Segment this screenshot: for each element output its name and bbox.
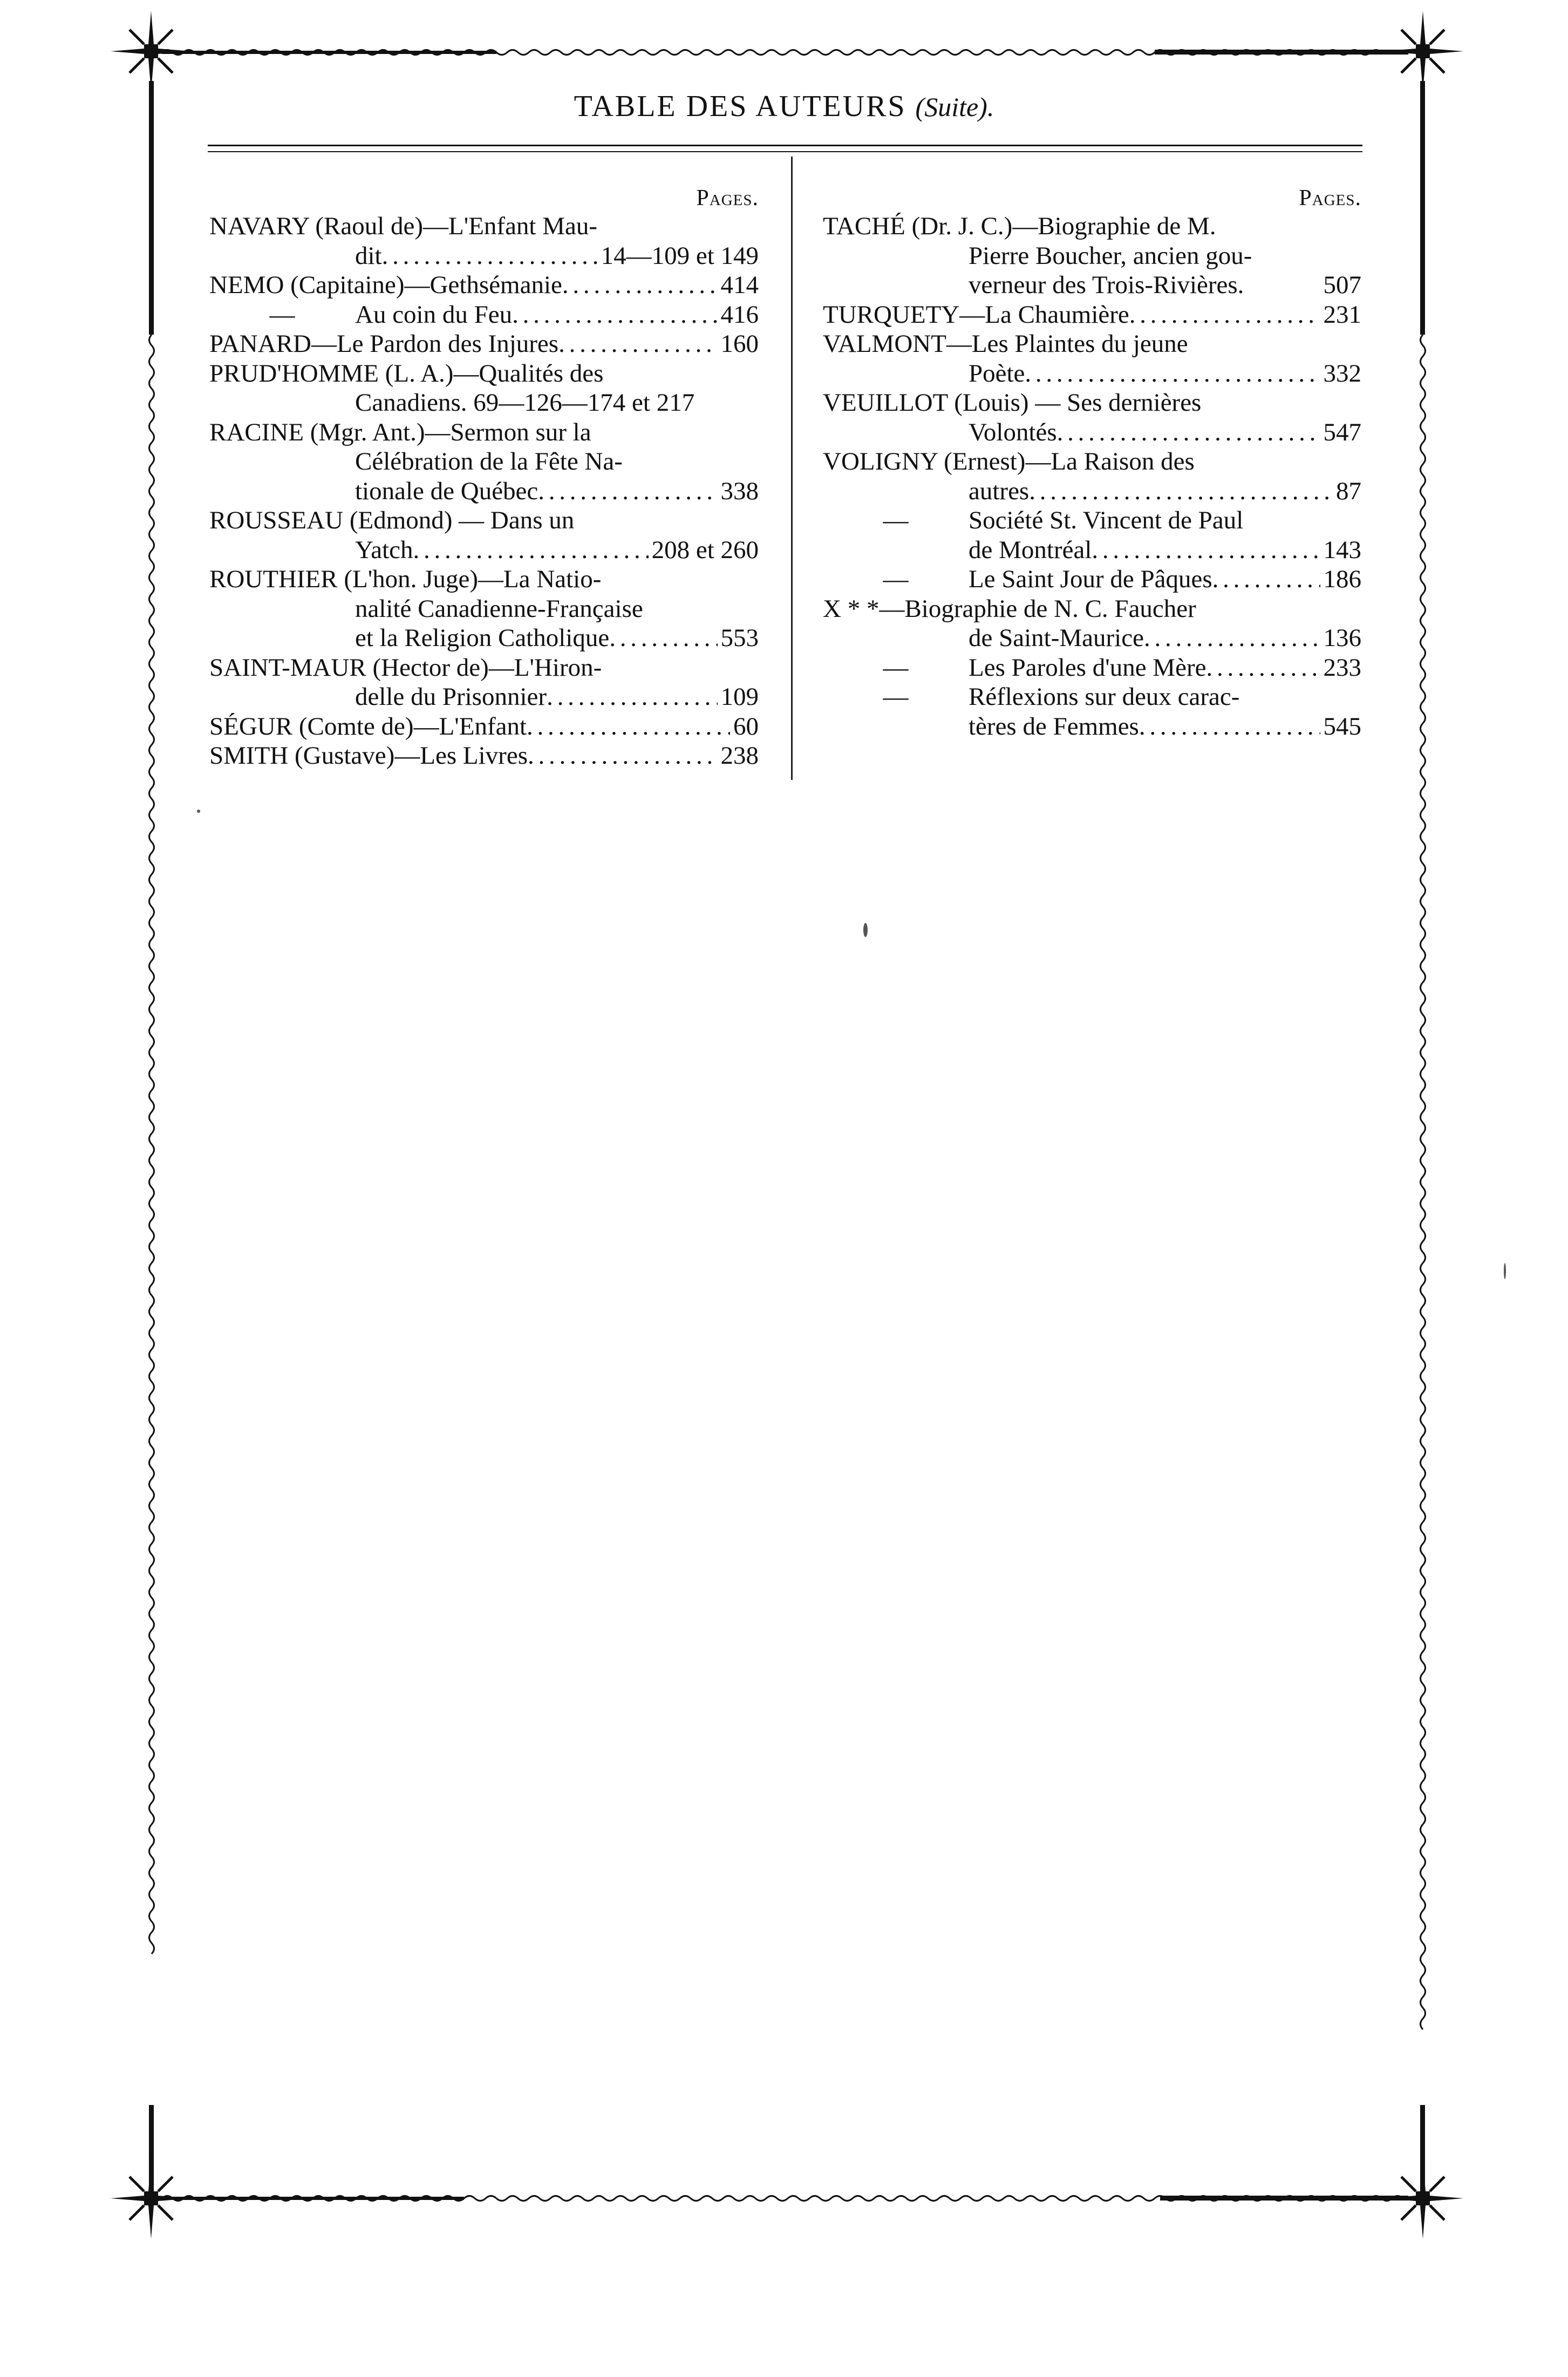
page-number: 136 xyxy=(1323,624,1361,652)
dot-leader xyxy=(1144,623,1320,653)
page-number: 507 xyxy=(1323,271,1361,299)
right-entries xyxy=(823,212,1361,741)
author-entry-line xyxy=(823,300,1361,330)
dot-leader xyxy=(413,535,649,565)
entry-continuation-line xyxy=(209,594,759,624)
entry-text: Célébration de la Fête Na- xyxy=(355,447,623,476)
entry-continuation-line xyxy=(209,535,759,565)
entry-text: ROUTHIER (L'hon. Juge)—La Natio- xyxy=(209,565,602,593)
ditto-dash: — xyxy=(883,565,909,593)
author-entry-line xyxy=(209,741,759,771)
dot-leader xyxy=(1025,359,1320,389)
ditto-dash: — xyxy=(883,683,909,711)
author-entry-line xyxy=(823,506,1361,535)
page-number: 553 xyxy=(720,624,759,652)
entry-text: de Saint-Maurice xyxy=(969,624,1144,652)
entry-text: Les Paroles d'une Mère xyxy=(969,653,1206,682)
entry-text: TURQUETY—La Chaumière xyxy=(823,300,1129,329)
dot-leader xyxy=(562,270,718,300)
entry-text: delle du Prisonnier xyxy=(355,683,547,711)
dot-leader xyxy=(528,741,718,771)
dot-leader xyxy=(558,329,717,359)
entry-text: PRUD'HOMME (L. A.)—Qualités des xyxy=(209,359,604,388)
page-number: 60 xyxy=(733,712,759,741)
entry-text: tionale de Québec xyxy=(355,477,538,505)
page-number: 186 xyxy=(1323,565,1361,593)
page-number: 14—109 et 149 xyxy=(601,241,759,270)
left-border-wave xyxy=(147,335,156,2116)
top-border-bar-right xyxy=(1155,50,1408,55)
entry-text: Poète xyxy=(969,359,1025,388)
page-title xyxy=(0,89,1568,124)
entry-continuation-line xyxy=(209,388,759,418)
author-index-right-column xyxy=(823,184,1361,741)
page-number: 160 xyxy=(720,330,759,358)
entry-text: VALMONT—Les Plaintes du jeune xyxy=(823,330,1188,358)
page-number: 338 xyxy=(720,477,759,505)
entry-text: tères de Femmes xyxy=(969,712,1139,741)
author-entry-line xyxy=(209,565,759,594)
entry-continuation-line xyxy=(823,359,1361,389)
corner-ornament-bottom-left xyxy=(111,2158,192,2239)
dot-leader xyxy=(382,241,598,271)
dot-leader xyxy=(1206,653,1320,683)
entry-text: Canadiens. 69—126—174 et 217 xyxy=(355,389,695,417)
entry-text: TACHÉ (Dr. J. C.)—Biographie de M. xyxy=(823,212,1216,240)
page-title-suite: (Suite). xyxy=(915,92,994,122)
author-entry-line xyxy=(823,388,1361,418)
page-number: 414 xyxy=(720,271,759,299)
author-entry-line xyxy=(823,682,1361,712)
author-entry-line xyxy=(209,212,759,241)
right-border-wave xyxy=(1418,335,1428,2116)
paper-speck xyxy=(197,810,200,813)
entry-text: de Montréal xyxy=(969,535,1092,564)
entry-continuation-line xyxy=(209,447,759,477)
author-entry-line xyxy=(209,712,759,742)
author-entry-line xyxy=(209,653,759,683)
dot-leader xyxy=(547,682,717,712)
entry-text: X * *—Biographie de N. C. Faucher xyxy=(823,594,1196,623)
corner-ornament-bottom-right xyxy=(1382,2158,1463,2239)
page-number: 143 xyxy=(1323,535,1361,564)
entry-text: Au coin du Feu xyxy=(355,300,513,329)
dot-leader xyxy=(1057,418,1320,447)
entry-text: nalité Canadienne-Française xyxy=(355,594,643,623)
corner-ornament-top-left xyxy=(111,11,192,92)
page-number: 233 xyxy=(1323,653,1361,682)
pages-heading: Pages. xyxy=(696,186,759,210)
entry-text: dit xyxy=(355,241,382,270)
entry-text: ROUSSEAU (Edmond) — Dans un xyxy=(209,506,575,534)
dot-leader xyxy=(609,623,717,653)
author-entry-line xyxy=(209,270,759,300)
entry-text: RACINE (Mgr. Ant.)—Sermon sur la xyxy=(209,418,591,446)
author-entry-line xyxy=(209,506,759,535)
ditto-dash: — xyxy=(883,653,909,682)
column-divider xyxy=(791,157,793,780)
entry-continuation-line xyxy=(823,623,1361,653)
bottom-border-bar-left xyxy=(162,2197,464,2200)
page-number: 332 xyxy=(1323,359,1361,388)
entry-text: autres xyxy=(969,477,1030,505)
page-title-main: TABLE DES AUTEURS xyxy=(574,90,906,123)
dot-leader xyxy=(1092,535,1320,565)
dot-leader xyxy=(1029,477,1333,506)
bottom-border-bar-right xyxy=(1160,2196,1408,2201)
page-number: 416 xyxy=(720,300,759,329)
entry-text: VEUILLOT (Louis) — Ses dernières xyxy=(823,389,1202,417)
author-entry-line xyxy=(823,329,1361,359)
entry-text: Yatch xyxy=(355,535,413,564)
entry-text: VOLIGNY (Ernest)—La Raison des xyxy=(823,447,1195,476)
entry-text: PANARD—Le Pardon des Injures xyxy=(209,330,559,358)
page-number: 87 xyxy=(1336,477,1361,505)
page-number: 231 xyxy=(1323,300,1361,329)
entry-continuation-line xyxy=(823,270,1361,300)
dot-leader xyxy=(538,477,717,506)
entry-text: SAINT-MAUR (Hector de)—L'Hiron- xyxy=(209,653,602,682)
dot-leader xyxy=(1212,565,1320,594)
pages-heading: Pages. xyxy=(1299,186,1361,210)
header-rule-top xyxy=(208,145,1362,146)
author-entry-line xyxy=(823,447,1361,477)
paper-speck xyxy=(863,923,868,937)
author-entry-line xyxy=(823,565,1361,594)
entry-text: Pierre Boucher, ancien gou- xyxy=(969,241,1252,270)
author-entry-line xyxy=(209,418,759,447)
author-entry-line xyxy=(823,594,1361,624)
page-number: 238 xyxy=(720,742,759,770)
entry-continuation-line xyxy=(823,477,1361,506)
entry-continuation-line xyxy=(209,477,759,506)
entry-text: et la Religion Catholique xyxy=(355,624,610,652)
paper-speck xyxy=(1504,1263,1506,1279)
dot-leader xyxy=(1129,300,1320,330)
page-number: 547 xyxy=(1323,418,1361,446)
top-border-bar-left xyxy=(162,51,496,54)
dot-leader xyxy=(1139,712,1320,742)
entry-text: NAVARY (Raoul de)—L'Enfant Mau- xyxy=(209,212,598,240)
author-index-left-column xyxy=(209,184,759,771)
entry-continuation-line xyxy=(823,712,1361,742)
entry-text: SÉGUR (Comte de)—L'Enfant xyxy=(209,712,527,741)
entry-continuation-line xyxy=(209,241,759,271)
entry-text: SMITH (Gustave)—Les Livres xyxy=(209,742,528,770)
corner-ornament-top-right xyxy=(1382,11,1463,92)
ditto-dash: — xyxy=(269,300,295,329)
entry-text: Volontés xyxy=(969,418,1057,446)
header-rule-bottom xyxy=(208,151,1362,152)
entry-text: Réflexions sur deux carac- xyxy=(969,683,1240,711)
author-entry-line xyxy=(209,359,759,389)
entry-text: NEMO (Capitaine)—Gethsémanie xyxy=(209,271,562,299)
dot-leader xyxy=(512,300,717,330)
entry-continuation-line xyxy=(823,418,1361,447)
author-entry-line xyxy=(209,300,759,330)
entry-continuation-line xyxy=(823,241,1361,271)
entry-text: verneur des Trois-Rivières. xyxy=(969,271,1244,299)
page-number: 109 xyxy=(720,683,759,711)
dot-leader xyxy=(527,712,730,742)
page-number: 545 xyxy=(1323,712,1361,741)
entry-text: Société St. Vincent de Paul xyxy=(969,506,1244,534)
entry-text: Le Saint Jour de Pâques xyxy=(969,565,1212,593)
page-number: 208 et 260 xyxy=(651,535,759,564)
author-entry-line xyxy=(823,653,1361,683)
entry-continuation-line xyxy=(823,535,1361,565)
author-entry-line xyxy=(823,212,1361,241)
left-entries xyxy=(209,212,759,771)
entry-continuation-line xyxy=(209,623,759,653)
ditto-dash: — xyxy=(883,506,909,534)
author-entry-line xyxy=(209,329,759,359)
entry-continuation-line xyxy=(209,682,759,712)
